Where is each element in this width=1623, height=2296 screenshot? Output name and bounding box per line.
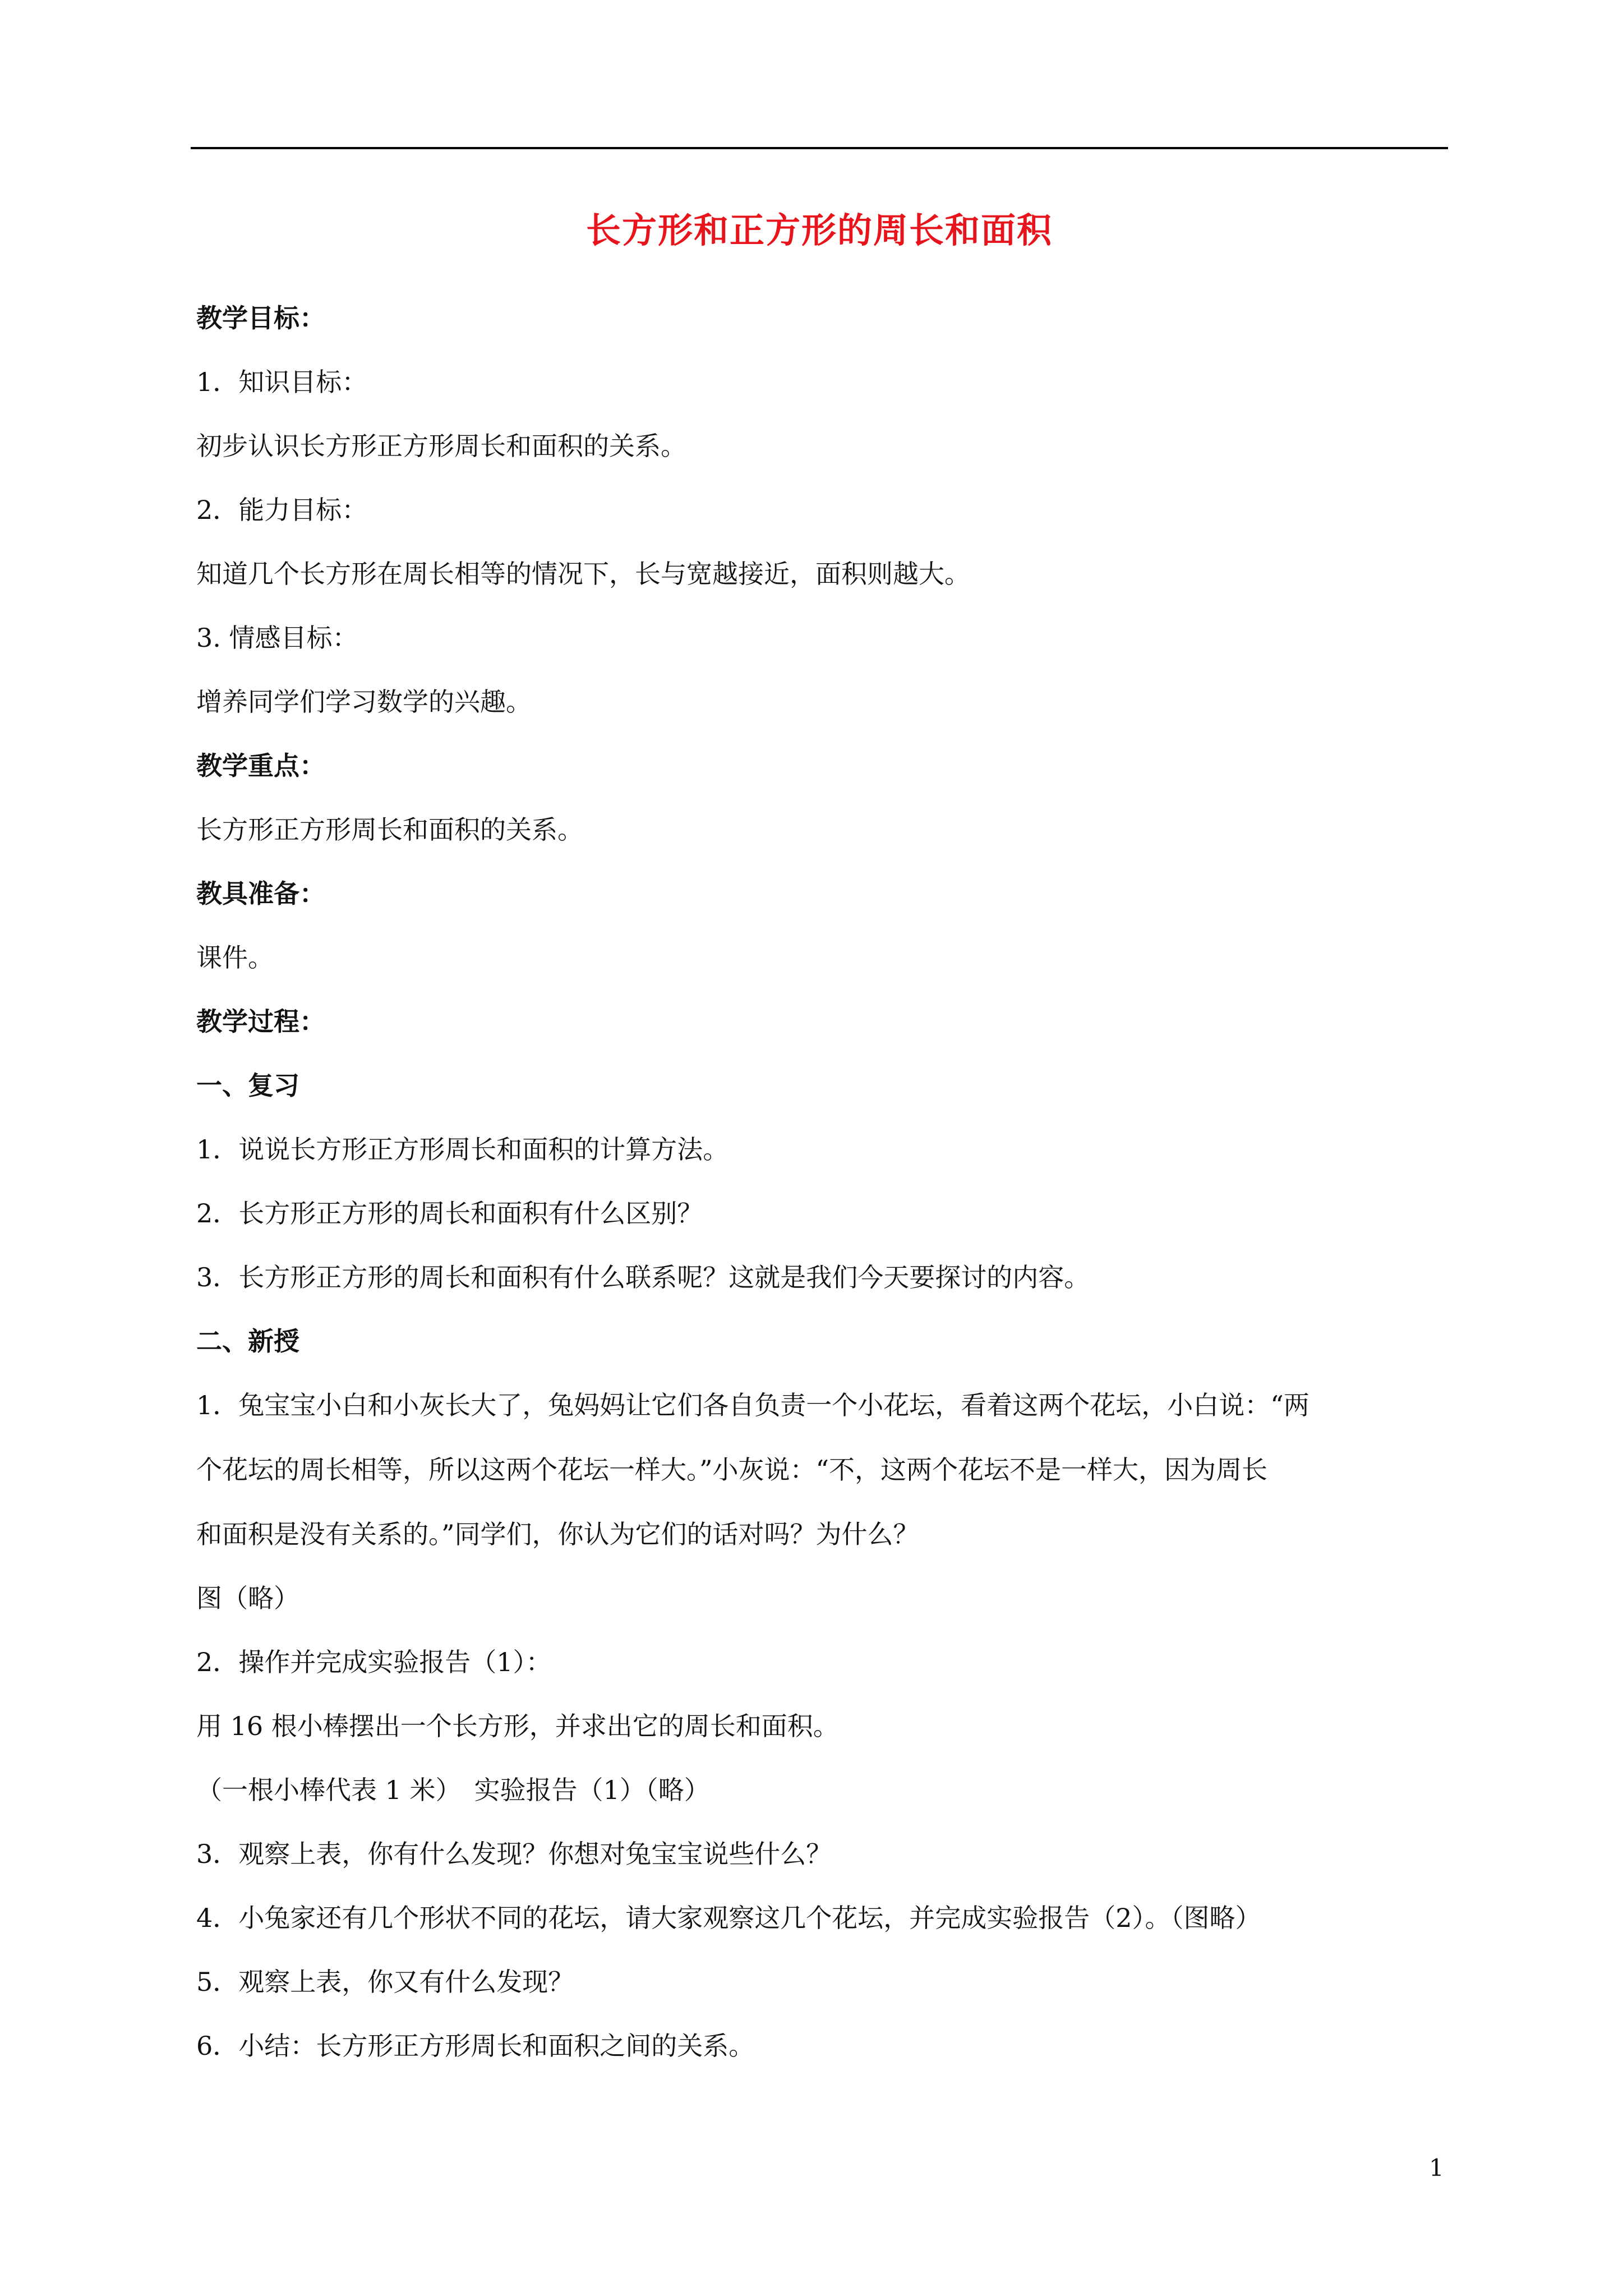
new-lesson-item-3: 3．观察上表，你有什么发现？你想对兔宝宝说些什么？ — [196, 1839, 832, 1869]
emotion-goal-label: 3. 情感目标： — [196, 623, 358, 653]
experiment-report-1: （一根小棒代表 1 米） 实验报告（1）（略） — [196, 1775, 710, 1805]
heading-key-points: 教学重点： — [196, 751, 325, 781]
section-review: 一、复习 — [196, 1070, 299, 1101]
review-item-1: 1．说说长方形正方形周长和面积的计算方法。 — [196, 1134, 729, 1165]
knowledge-goal-text: 初步认识长方形正方形周长和面积的关系。 — [196, 431, 686, 461]
ability-goal-text: 知道几个长方形在周长相等的情况下，长与宽越接近，面积则越大。 — [196, 559, 970, 589]
teaching-aids-text: 课件。 — [196, 942, 274, 973]
heading-teaching-process: 教学过程： — [196, 1006, 325, 1037]
new-lesson-item-4: 4．小兔家还有几个形状不同的花坛，请大家观察这几个花坛，并完成实验报告（2）。（图略） — [196, 1903, 1261, 1933]
section-new-lesson: 二、新授 — [196, 1326, 299, 1356]
new-lesson-item-2: 2．操作并完成实验报告（1）： — [196, 1647, 552, 1677]
figure-omitted: 图（略） — [196, 1583, 299, 1613]
review-item-3: 3．长方形正方形的周长和面积有什么联系呢？这就是我们今天要探讨的内容。 — [196, 1262, 1090, 1292]
story-paragraph — [196, 1373, 1447, 1567]
knowledge-goal-label: 1．知识目标： — [196, 367, 368, 397]
new-lesson-item-5: 5．观察上表，你又有什么发现？ — [196, 1967, 574, 1997]
key-points-text: 长方形正方形周长和面积的关系。 — [196, 815, 583, 845]
review-item-2: 2．长方形正方形的周长和面积有什么区别？ — [196, 1198, 703, 1228]
story-line-1: 1．兔宝宝小白和小灰长大了，兔妈妈让它们各自负责一个小花坛，看着这两个花坛，小白说：“两 — [196, 1390, 1310, 1420]
heading-teaching-aids: 教具准备： — [196, 878, 325, 909]
document-title: 长方形和正方形的周长和面积 — [585, 210, 1053, 251]
heading-teaching-goals: 教学目标： — [196, 303, 325, 333]
emotion-goal-text: 增养同学们学习数学的兴趣。 — [196, 687, 532, 717]
new-lesson-item-6: 6．小结：长方形正方形周长和面积之间的关系。 — [196, 2031, 755, 2061]
story-line-3: 和面积是没有关系的。”同学们，你认为它们的话对吗？为什么？ — [196, 1519, 919, 1549]
header-rule — [191, 147, 1448, 149]
story-line-2: 个花坛的周长相等，所以这两个花坛一样大。”小灰说：“不，这两个花坛不是一样大，因为周长 — [196, 1455, 1268, 1485]
page-number: 1 — [1429, 2154, 1444, 2182]
new-lesson-item-2-text: 用 16 根小棒摆出一个长方形，并求出它的周长和面积。 — [196, 1711, 839, 1741]
ability-goal-label: 2．能力目标： — [196, 495, 368, 525]
